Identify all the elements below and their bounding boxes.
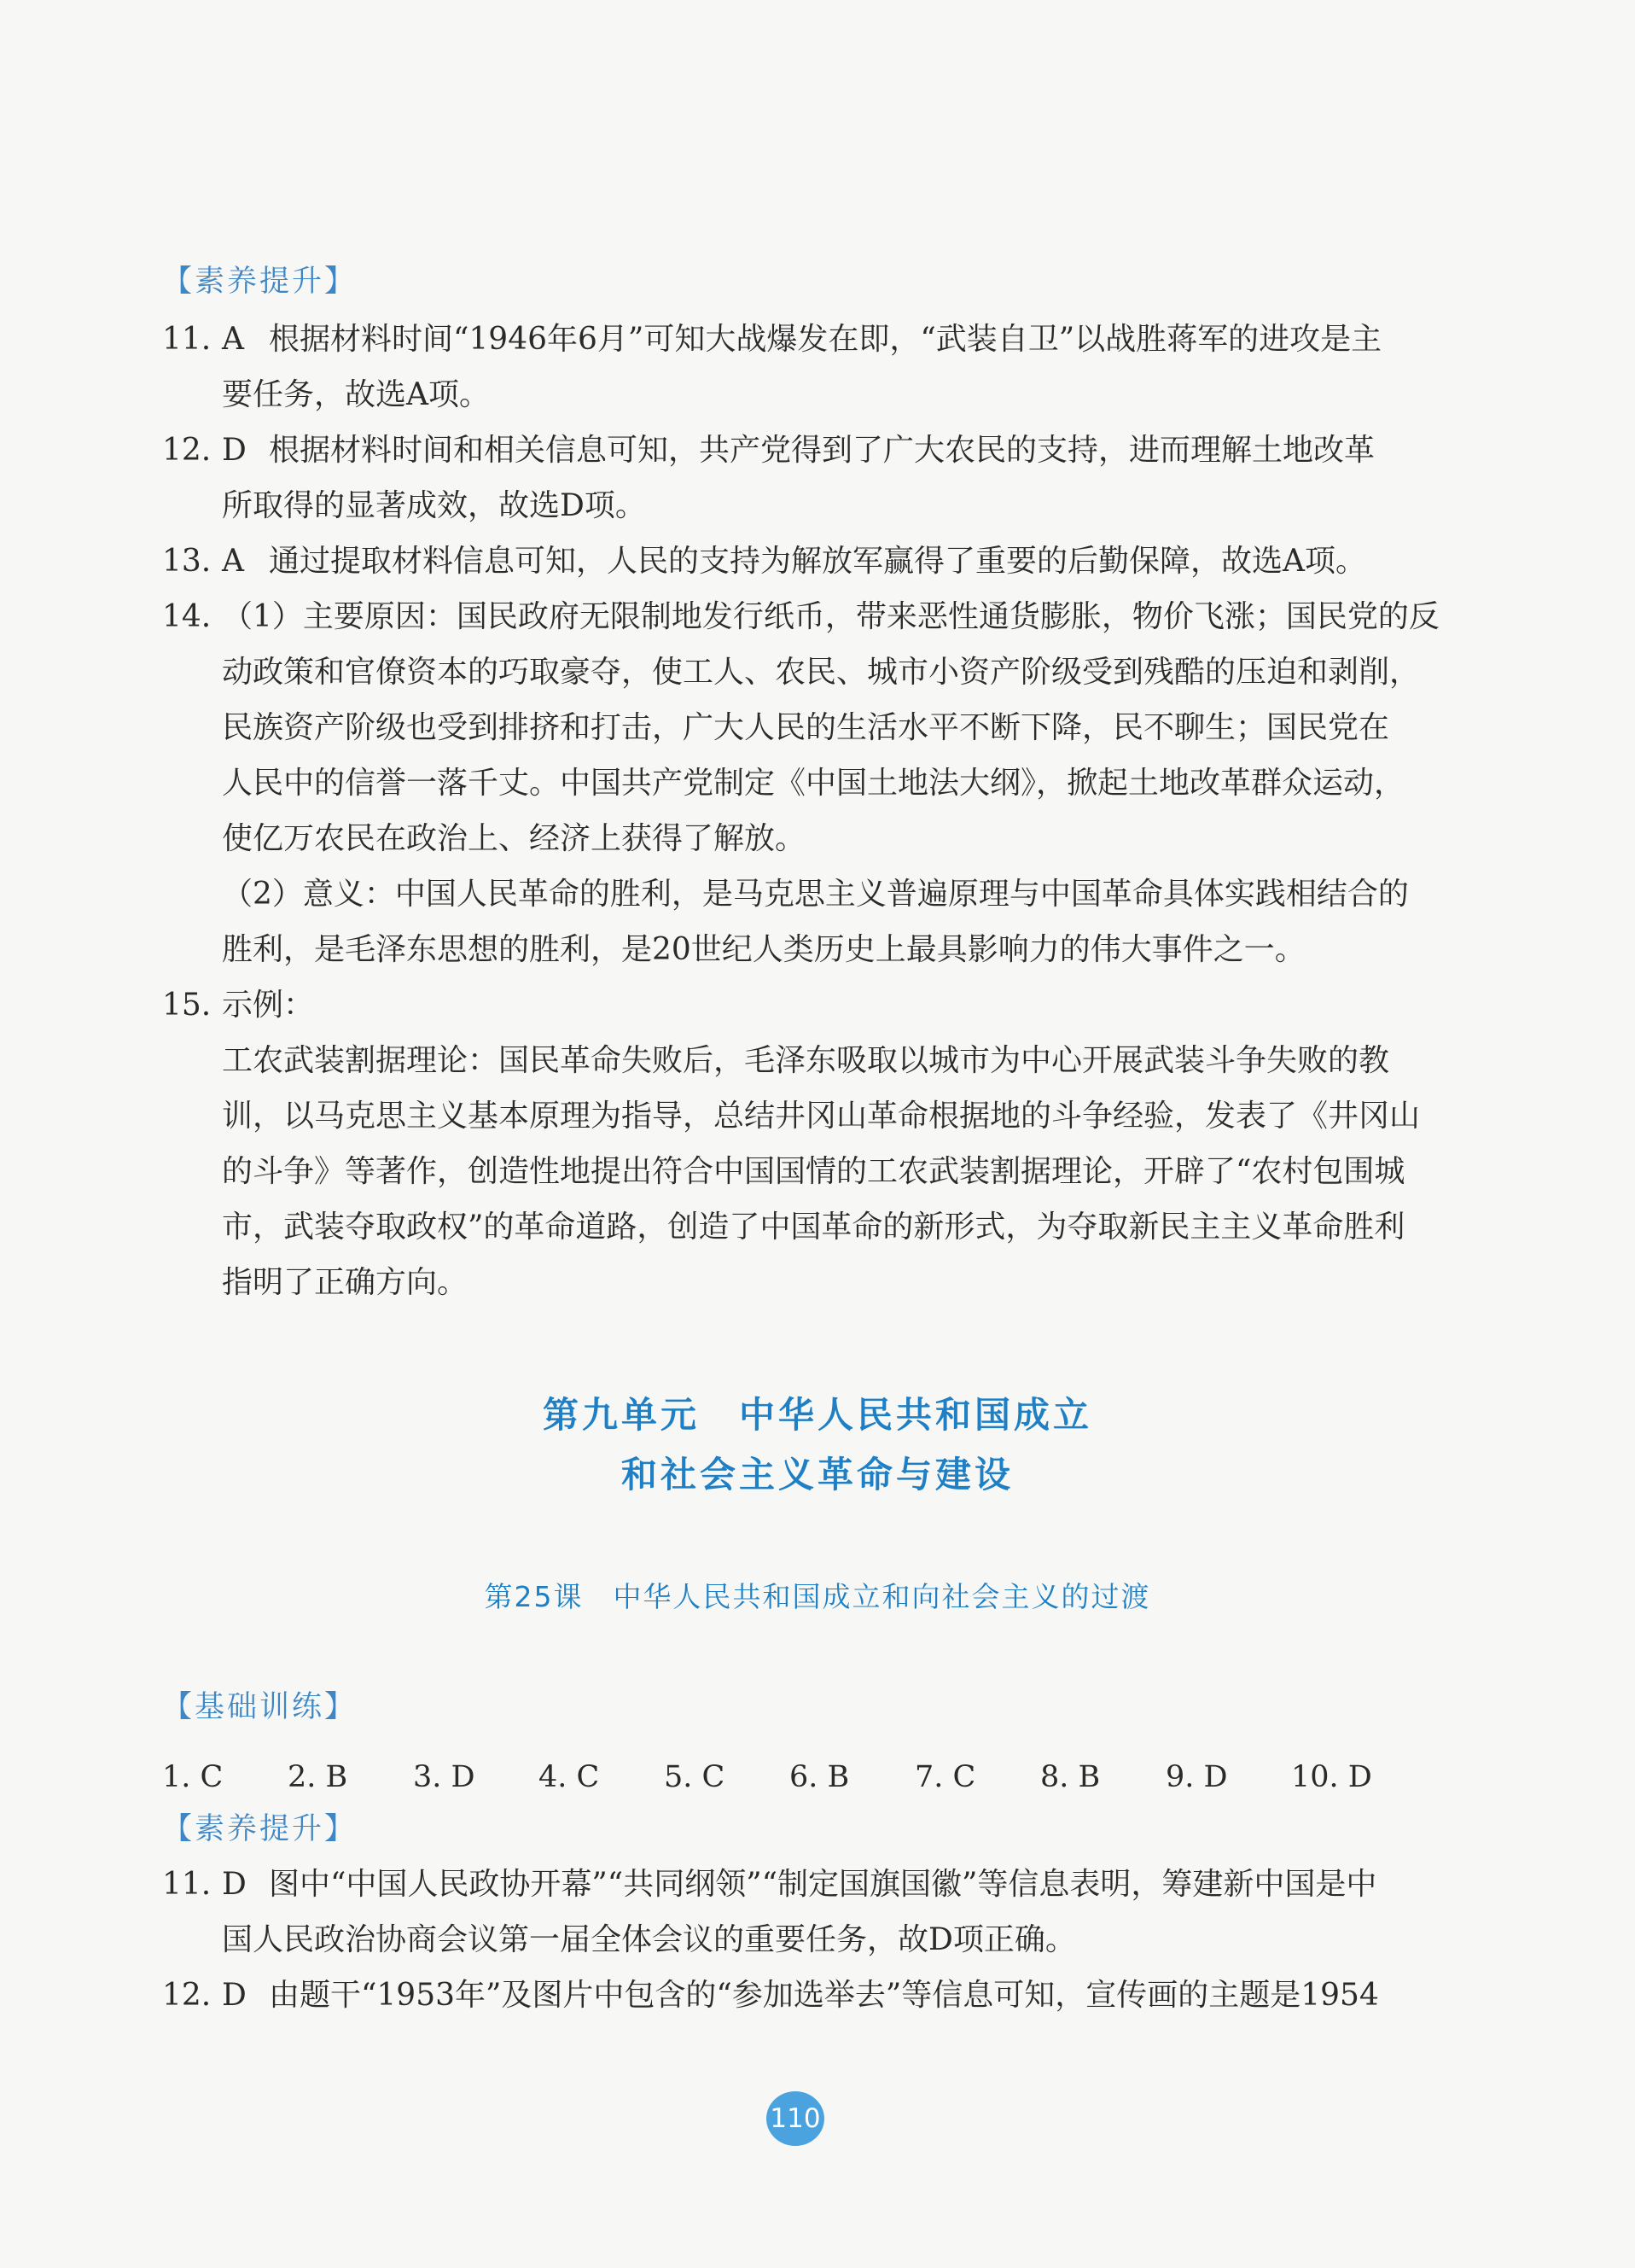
item-text: 市，武装夺取政权”的革命道路，创造了中国革命的新形式，为夺取新民主主义革命胜利 [222,1210,1405,1245]
basic-answer: 7. C [915,1760,976,1794]
basic-answer: 9. D [1166,1760,1228,1794]
item-answer: D [222,1867,247,1902]
item-answer: D [222,1978,247,2013]
item-number: 15. [162,988,212,1023]
item-text: （2）意义：中国人民革命的胜利，是马克思主义普遍原理与中国革命具体实践相结合的 [222,877,1409,912]
item-text: 人民中的信誉一落千丈。中国共产党制定《中国土地法大纲》，掀起土地改革群众运动， [222,766,1405,801]
basic-answer: 1. C [162,1760,224,1794]
basic-answer: 4. C [538,1760,600,1794]
section-heading-suyang: 【素养提升】 [162,265,358,299]
item-number: 14. [162,599,212,634]
item-text: 的斗争》等著作，创造性地提出符合中国国情的工农武装割据理论，开辟了“农村包围城 [222,1154,1405,1189]
item-number: 13. [162,544,212,579]
item-text: 胜利，是毛泽东思想的胜利，是20世纪人类历史上最具影响力的伟大事件之一。 [222,932,1306,967]
answer-item-11 [162,312,1468,423]
basic-answer: 3. D [413,1760,475,1794]
item-answer: D [222,433,247,468]
item-text: 图中“中国人民政协开幕”“共同纲领”“制定国旗国徽”等信息表明，筹建新中国是中 [269,1867,1377,1902]
item-text: 工农武装割据理论：国民革命失败后，毛泽东吸取以城市为中心开展武装斗争失败的教 [222,1043,1390,1078]
item-text: 根据材料时间“1946年6月”可知大战爆发在即，“武装自卫”以战胜蒋军的进攻是主 [269,322,1382,357]
unit-title-line1: 第九单元 中华人民共和国成立 [542,1394,1092,1436]
item-label: 示例： [222,988,315,1023]
answer-item-12b [162,1968,1468,2023]
answer-item-13 [162,533,1468,589]
answer-item-15 [162,977,1468,1310]
page-number-badge: 110 [766,2091,824,2146]
item-text: 由题干“1953年”及图片中包含的“参加选举去”等信息可知，宣传画的主题是1954 [269,1978,1379,2013]
item-text: 要任务，故选A项。 [222,377,490,412]
item-number: 11. [162,322,212,357]
item-text: （1）主要原因：国民政府无限制地发行纸币，带来恶性通货膨胀，物价飞涨；国民党的反 [222,599,1440,634]
item-answer: A [222,322,244,357]
item-text: 国人民政治协商会议第一届全体会议的重要任务，故D项正确。 [222,1922,1076,1957]
answer-item-14 [162,589,1468,977]
item-text: 使亿万农民在政治上、经济上获得了解放。 [222,821,806,856]
item-number: 12. [162,433,212,468]
lesson-title: 第25课 中华人民共和国成立和向社会主义的过渡 [484,1580,1151,1613]
basic-answers-row [162,1752,1468,1803]
item-text: 根据材料时间和相关信息可知，共产党得到了广大农民的支持，进而理解土地改革 [269,433,1376,468]
basic-answer: 5. C [664,1760,725,1794]
item-text: 民族资产阶级也受到排挤和打击，广大人民的生活水平不断下降，民不聊生；国民党在 [222,710,1390,745]
basic-answer: 8. B [1040,1760,1101,1794]
basic-answer: 2. B [288,1760,348,1794]
section-heading-suyang-2: 【素养提升】 [162,1812,358,1846]
item-number: 12. [162,1978,212,2013]
item-text: 动政策和官僚资本的巧取豪夺，使工人、农民、城市小资产阶级受到残酷的压迫和剥削， [222,655,1421,690]
answer-item-12 [162,423,1468,533]
item-number: 11. [162,1867,212,1902]
item-text: 指明了正确方向。 [222,1265,468,1300]
basic-answer: 10. D [1291,1760,1372,1794]
item-answer: A [222,544,244,579]
item-text: 所取得的显著成效，故选D项。 [222,488,646,523]
section-heading-jichu: 【基础训练】 [162,1690,358,1724]
item-text: 通过提取材料信息可知，人民的支持为解放军赢得了重要的后勤保障，故选A项。 [269,544,1366,579]
item-text: 训，以马克思主义基本原理为指导，总结井冈山革命根据地的斗争经验，发表了《井冈山 [222,1099,1421,1134]
unit-title-line2: 和社会主义革命与建设 [620,1454,1014,1495]
answer-item-11b [162,1857,1468,1968]
basic-answer: 6. B [789,1760,850,1794]
